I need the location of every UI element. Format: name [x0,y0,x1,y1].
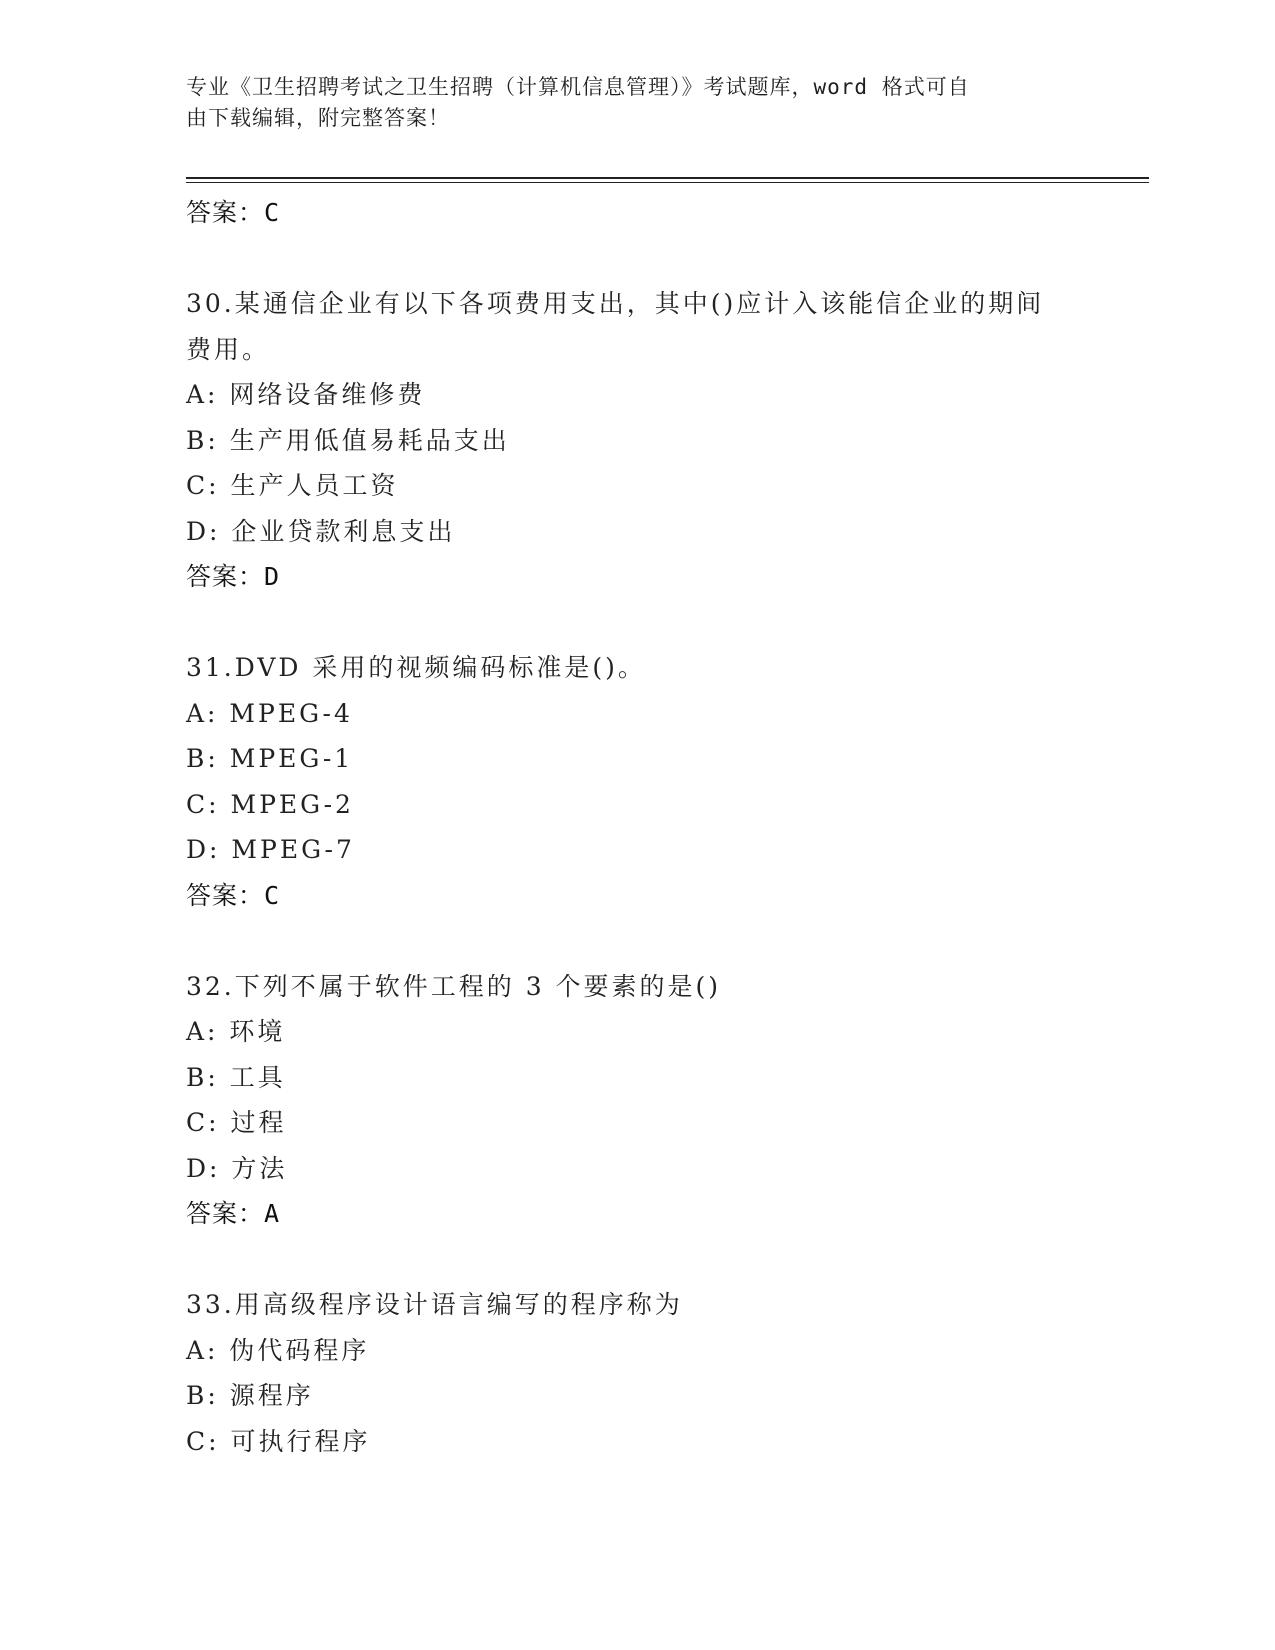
question-stem: 31.DVD 采用的视频编码标准是()。 [186,653,646,682]
option-a: A: 伪代码程序 [186,1335,370,1365]
answer-line: 答案：D [186,562,281,591]
option-c: C: MPEG-2 [186,789,354,819]
option-c: C: 过程 [186,1108,287,1137]
question-stem: 30.某通信企业有以下各项费用支出，其中()应计入该能信企业的期间 [186,289,1045,318]
question-33 [186,1282,1086,1464]
spacer [186,1237,1086,1283]
header-rule-thick [186,177,1149,179]
header-rule-thin [186,182,1149,183]
answer-line: 答案：C [186,198,281,227]
option-d: D: 企业贷款利息支出 [186,516,456,546]
spacer [186,600,1086,646]
option-b: B: MPEG-1 [186,744,354,773]
option-b: B: 工具 [186,1062,286,1092]
answer-line: 答案：A [186,1199,281,1228]
spacer [186,918,1086,964]
header-line-2: 由下载编辑，附完整答案！ [186,106,450,130]
question-30 [186,281,1086,600]
page-header [186,72,1066,134]
option-d: D: MPEG-7 [186,835,355,864]
spacer [186,236,1086,282]
header-line-1: 专业《卫生招聘考试之卫生招聘（计算机信息管理）》考试题库，word 格式可自 [186,75,970,99]
question-31 [186,645,1086,918]
option-b: B: 生产用低值易耗品支出 [186,425,510,455]
option-d: D: 方法 [186,1153,288,1183]
option-c: C: 生产人员工资 [186,471,399,500]
option-a: A: 网络设备维修费 [186,380,426,409]
question-32 [186,964,1086,1237]
option-c: C: 可执行程序 [186,1426,371,1456]
option-a: A: 环境 [186,1017,286,1046]
question-stem-continued: 费用。 [186,334,271,364]
answer-line: 答案：C [186,880,281,910]
option-b: B: 源程序 [186,1381,314,1410]
question-stem: 32.下列不属于软件工程的 3 个要素的是() [186,971,722,1001]
question-stem: 33.用高级程序设计语言编写的程序称为 [186,1290,683,1319]
option-a: A: MPEG-4 [186,698,353,728]
question-list [186,190,1086,1464]
